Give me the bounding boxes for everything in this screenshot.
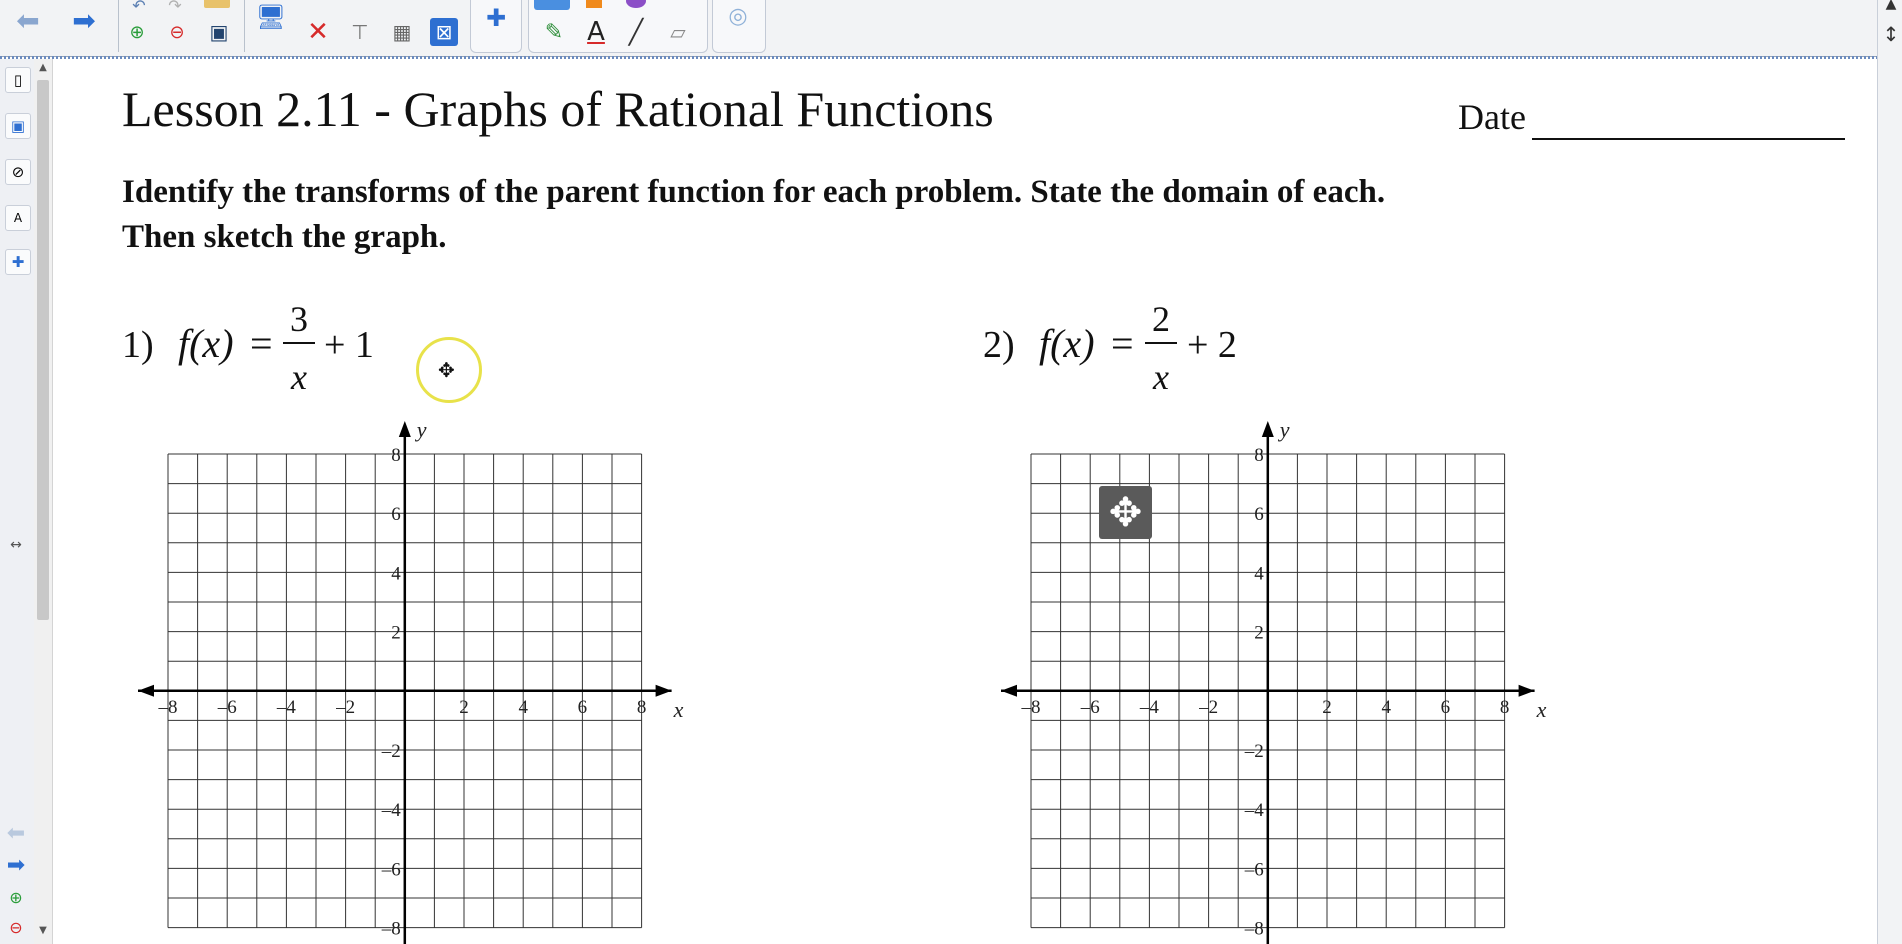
y-tick-label: 2: [391, 622, 401, 644]
problem-2-fraction-bar: [1145, 342, 1177, 344]
x-tick-label: 4: [518, 696, 528, 718]
shape-icon[interactable]: [586, 0, 602, 8]
problem-1-function: f(x): [178, 321, 234, 366]
scroll-down-icon[interactable]: ▼: [39, 924, 47, 936]
table-icon[interactable]: ⊤: [351, 20, 369, 44]
open-folder-icon[interactable]: [204, 0, 230, 8]
x-tick-label: –4: [1139, 696, 1159, 718]
x-tick-label: –2: [1199, 696, 1219, 718]
x-tick-label: 6: [577, 696, 588, 718]
y-tick-label: 2: [1254, 622, 1264, 644]
page-sorter-icon[interactable]: ▯: [5, 67, 31, 93]
eraser-icon[interactable]: ▱: [670, 20, 686, 44]
x-tick-label: –8: [158, 696, 178, 718]
instructions: [122, 170, 1385, 260]
y-tick-label: –2: [381, 741, 401, 762]
line-icon[interactable]: ╱: [628, 18, 644, 46]
close-window-icon[interactable]: ⊠: [430, 18, 458, 46]
problem-2-equals: =: [1111, 321, 1134, 366]
pen-icon[interactable]: ✎: [544, 19, 564, 45]
screen-shade-icon[interactable]: 🖥: [255, 3, 287, 31]
undo-icon[interactable]: ↶: [132, 0, 146, 15]
y-tick-label: 4: [391, 563, 401, 585]
table-grid-icon[interactable]: ▦: [392, 20, 412, 44]
x-axis-label: x: [673, 696, 684, 722]
x-tick-label: 6: [1440, 696, 1451, 718]
y-axis-label: y: [1279, 417, 1290, 442]
problem-2-numerator: 2: [1152, 299, 1170, 339]
problem-1-equals: =: [250, 321, 273, 366]
y-tick-label: –6: [381, 859, 401, 881]
y-tick-label: –6: [1244, 859, 1264, 881]
instructions-line-1: Identify the transforms of the parent function for each problem. State the domain of each.: [122, 174, 1386, 210]
redo-icon[interactable]: ↷: [168, 0, 182, 15]
forward-arrow-icon[interactable]: ➡: [6, 852, 26, 878]
problem-1-denominator: x: [291, 357, 307, 397]
problem-1-constant: + 1: [324, 324, 374, 366]
delete-page-icon[interactable]: ⊖: [169, 21, 185, 43]
add-page-icon[interactable]: ⊕: [129, 21, 145, 43]
y-axis-top-arrow: [399, 421, 411, 437]
graph-2: [993, 415, 1553, 944]
x-axis-left-arrow: [1001, 685, 1017, 697]
problem-1-numerator: 3: [290, 299, 308, 339]
page-title: Lesson 2.11 - Graphs of Rational Functions: [122, 81, 994, 137]
back-arrow-icon[interactable]: ⬅: [6, 820, 26, 846]
x-tick-label: 8: [1499, 696, 1510, 718]
right-toolbar: [1877, 0, 1902, 944]
y-tick-label: 6: [1254, 504, 1264, 526]
magic-icon[interactable]: ◎: [728, 3, 748, 29]
x-axis-right-arrow: [1519, 685, 1535, 697]
problem-2-number: 2): [983, 324, 1015, 366]
problem-1-number: 1): [122, 324, 154, 366]
puzzle-icon[interactable]: ✚: [485, 4, 507, 32]
font-icon[interactable]: A: [587, 17, 605, 47]
move-handle-icon[interactable]: ✥: [1099, 486, 1152, 539]
problem-2-function: f(x): [1039, 321, 1095, 366]
select-cursor-icon[interactable]: [534, 0, 570, 10]
attachments-icon[interactable]: ⊘: [5, 159, 31, 185]
y-tick-label: –4: [1244, 800, 1264, 822]
x-axis-right-arrow: [656, 685, 672, 697]
addons-icon[interactable]: ✚: [5, 249, 31, 275]
y-tick-label: 6: [391, 504, 401, 526]
resize-horizontal-icon[interactable]: ↔: [10, 537, 22, 553]
x-tick-label: –4: [276, 696, 296, 718]
y-tick-label: 4: [1254, 563, 1264, 585]
back-arrow-icon[interactable]: ⬅: [16, 3, 40, 37]
x-tick-label: –6: [217, 696, 237, 718]
date-label: Date: [1458, 97, 1526, 137]
toolbar-separator: [118, 0, 119, 52]
forward-arrow-icon[interactable]: ➡: [72, 3, 96, 37]
toolbar-border: [0, 56, 1902, 59]
scrollbar-thumb[interactable]: [37, 80, 49, 620]
problem-2-denominator: x: [1153, 357, 1169, 397]
y-tick-label: –2: [1244, 741, 1264, 762]
x-tick-label: –8: [1021, 696, 1041, 718]
move-cursor-icon: ✥: [438, 358, 455, 382]
delete-x-icon[interactable]: ✕: [307, 17, 329, 47]
properties-icon[interactable]: A: [5, 205, 31, 231]
delete-page-icon[interactable]: ⊖: [9, 917, 23, 937]
x-tick-label: 2: [459, 696, 469, 718]
main-toolbar: [0, 0, 1902, 57]
gallery-icon[interactable]: ▣: [5, 113, 31, 139]
up-arrow-icon[interactable]: ▲: [1885, 0, 1897, 12]
graph-1: [130, 415, 690, 944]
x-axis-left-arrow: [138, 685, 154, 697]
instructions-line-2: Then sketch the graph.: [122, 219, 447, 255]
add-page-icon[interactable]: ⊕: [9, 887, 23, 907]
y-axis-top-arrow: [1262, 421, 1274, 437]
y-tick-label: –8: [1244, 918, 1264, 940]
toolbar-separator: [244, 0, 245, 52]
save-icon[interactable]: ▣: [209, 20, 229, 44]
y-tick-label: 8: [1254, 445, 1264, 466]
scroll-up-icon[interactable]: ▲: [39, 61, 47, 73]
left-sidebar: [0, 59, 35, 944]
problem-1-fraction-bar: [283, 342, 315, 344]
y-axis-label: y: [416, 417, 427, 442]
x-tick-label: –6: [1080, 696, 1100, 718]
resize-vertical-icon[interactable]: ↕: [1882, 22, 1900, 46]
x-tick-label: 2: [1322, 696, 1332, 718]
x-axis-label: x: [1536, 696, 1547, 722]
y-tick-label: 8: [391, 445, 401, 466]
x-tick-label: 4: [1381, 696, 1391, 718]
problem-2-constant: + 2: [1187, 324, 1237, 366]
x-tick-label: –2: [336, 696, 356, 718]
x-tick-label: 8: [636, 696, 647, 718]
y-tick-label: –4: [381, 800, 401, 822]
y-tick-label: –8: [381, 918, 401, 940]
date-line: [1532, 138, 1845, 140]
